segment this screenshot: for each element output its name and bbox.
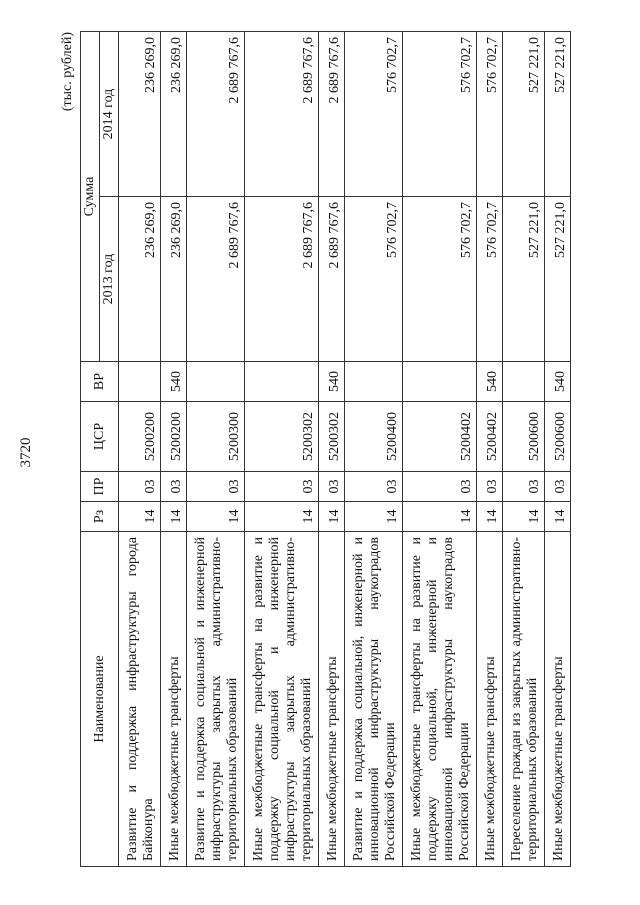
cell-csr: 5200402 bbox=[477, 402, 503, 472]
cell-name: Переселение граждан из закрытых административно-территориальных образований bbox=[503, 532, 545, 867]
cell-pr: 03 bbox=[545, 472, 571, 502]
cell-vr: 540 bbox=[319, 362, 345, 402]
cell-name: Иные межбюджетные трансферты на развитие и поддержку социальной и инженерной инфраструктуры закрытых административно-территориальных образований bbox=[245, 532, 319, 867]
cell-pr: 03 bbox=[119, 472, 161, 502]
cell-rz: 14 bbox=[119, 502, 161, 532]
cell-pr: 03 bbox=[245, 472, 319, 502]
cell-csr: 5200402 bbox=[403, 402, 477, 472]
cell-name: Развитие и поддержка социальной и инженерной инфраструктуры закрытых административно-территориальных образований bbox=[187, 532, 245, 867]
cell-csr: 5200200 bbox=[161, 402, 187, 472]
header-row bbox=[81, 32, 100, 867]
table-row bbox=[119, 32, 161, 867]
cell-vr: 540 bbox=[545, 362, 571, 402]
cell-csr: 5200600 bbox=[503, 402, 545, 472]
header-year-2013: 2013 год bbox=[100, 197, 119, 362]
cell-sum-2014: 2 689 767,6 bbox=[319, 32, 345, 197]
cell-rz: 14 bbox=[345, 502, 403, 532]
cell-sum-2014: 2 689 767,6 bbox=[187, 32, 245, 197]
cell-sum-2013: 576 702,7 bbox=[403, 197, 477, 362]
cell-name: Иные межбюджетные трансферты на развитие и поддержку социальной, инженерной и инновационной инфраструктуры наукоградов Российской Федерации bbox=[403, 532, 477, 867]
cell-vr bbox=[119, 362, 161, 402]
cell-csr: 5200302 bbox=[245, 402, 319, 472]
cell-sum-2013: 576 702,7 bbox=[477, 197, 503, 362]
cell-name: Иные межбюджетные трансферты bbox=[161, 532, 187, 867]
header-sum: Сумма bbox=[81, 32, 100, 362]
units-label: (тыс. рублей) bbox=[60, 32, 75, 112]
table-row bbox=[245, 32, 319, 867]
header-rz: Рз bbox=[81, 502, 119, 532]
cell-vr bbox=[245, 362, 319, 402]
cell-vr bbox=[503, 362, 545, 402]
cell-rz: 14 bbox=[319, 502, 345, 532]
cell-rz: 14 bbox=[187, 502, 245, 532]
cell-sum-2013: 2 689 767,6 bbox=[319, 197, 345, 362]
cell-pr: 03 bbox=[403, 472, 477, 502]
cell-vr: 540 bbox=[161, 362, 187, 402]
cell-sum-2013: 2 689 767,6 bbox=[187, 197, 245, 362]
cell-sum-2014: 576 702,7 bbox=[403, 32, 477, 197]
cell-rz: 14 bbox=[503, 502, 545, 532]
cell-rz: 14 bbox=[545, 502, 571, 532]
budget-table bbox=[80, 31, 571, 867]
table-row bbox=[319, 32, 345, 867]
cell-sum-2014: 576 702,7 bbox=[345, 32, 403, 197]
table-row bbox=[503, 32, 545, 867]
table-row bbox=[545, 32, 571, 867]
header-year-2014: 2014 год bbox=[100, 32, 119, 197]
header-pr: ПР bbox=[81, 472, 119, 502]
cell-sum-2013: 236 269,0 bbox=[161, 197, 187, 362]
cell-name: Иные межбюджетные трансферты bbox=[477, 532, 503, 867]
cell-sum-2014: 236 269,0 bbox=[161, 32, 187, 197]
table-row bbox=[187, 32, 245, 867]
cell-sum-2014: 527 221,0 bbox=[503, 32, 545, 197]
cell-rz: 14 bbox=[477, 502, 503, 532]
cell-pr: 03 bbox=[503, 472, 545, 502]
cell-csr: 5200300 bbox=[187, 402, 245, 472]
header-vr: ВР bbox=[81, 362, 119, 402]
cell-csr: 5200400 bbox=[345, 402, 403, 472]
header-csr: ЦСР bbox=[81, 402, 119, 472]
cell-csr: 5200600 bbox=[545, 402, 571, 472]
cell-sum-2014: 527 221,0 bbox=[545, 32, 571, 197]
header-name: Наименование bbox=[81, 532, 119, 867]
table-row bbox=[403, 32, 477, 867]
cell-name: Развитие и поддержка инфраструктуры города Байконура bbox=[119, 532, 161, 867]
table-row bbox=[161, 32, 187, 867]
cell-pr: 03 bbox=[161, 472, 187, 502]
table-row bbox=[345, 32, 403, 867]
cell-sum-2014: 2 689 767,6 bbox=[245, 32, 319, 197]
cell-name: Иные межбюджетные трансферты bbox=[545, 532, 571, 867]
cell-sum-2013: 527 221,0 bbox=[545, 197, 571, 362]
cell-sum-2014: 576 702,7 bbox=[477, 32, 503, 197]
cell-csr: 5200302 bbox=[319, 402, 345, 472]
cell-pr: 03 bbox=[345, 472, 403, 502]
cell-pr: 03 bbox=[319, 472, 345, 502]
cell-sum-2013: 236 269,0 bbox=[119, 197, 161, 362]
cell-vr: 540 bbox=[477, 362, 503, 402]
cell-csr: 5200200 bbox=[119, 402, 161, 472]
table-row bbox=[477, 32, 503, 867]
cell-sum-2013: 576 702,7 bbox=[345, 197, 403, 362]
cell-sum-2013: 2 689 767,6 bbox=[245, 197, 319, 362]
cell-vr bbox=[345, 362, 403, 402]
cell-name: Развитие и поддержка социальной, инженерной и инновационной инфраструктуры наукоградов Российской Федерации bbox=[345, 532, 403, 867]
cell-sum-2014: 236 269,0 bbox=[119, 32, 161, 197]
cell-vr bbox=[403, 362, 477, 402]
cell-name: Иные межбюджетные трансферты bbox=[319, 532, 345, 867]
cell-vr bbox=[187, 362, 245, 402]
cell-rz: 14 bbox=[245, 502, 319, 532]
cell-rz: 14 bbox=[403, 502, 477, 532]
cell-pr: 03 bbox=[477, 472, 503, 502]
cell-rz: 14 bbox=[161, 502, 187, 532]
cell-pr: 03 bbox=[187, 472, 245, 502]
cell-sum-2013: 527 221,0 bbox=[503, 197, 545, 362]
page-number: 3720 bbox=[18, 437, 34, 468]
